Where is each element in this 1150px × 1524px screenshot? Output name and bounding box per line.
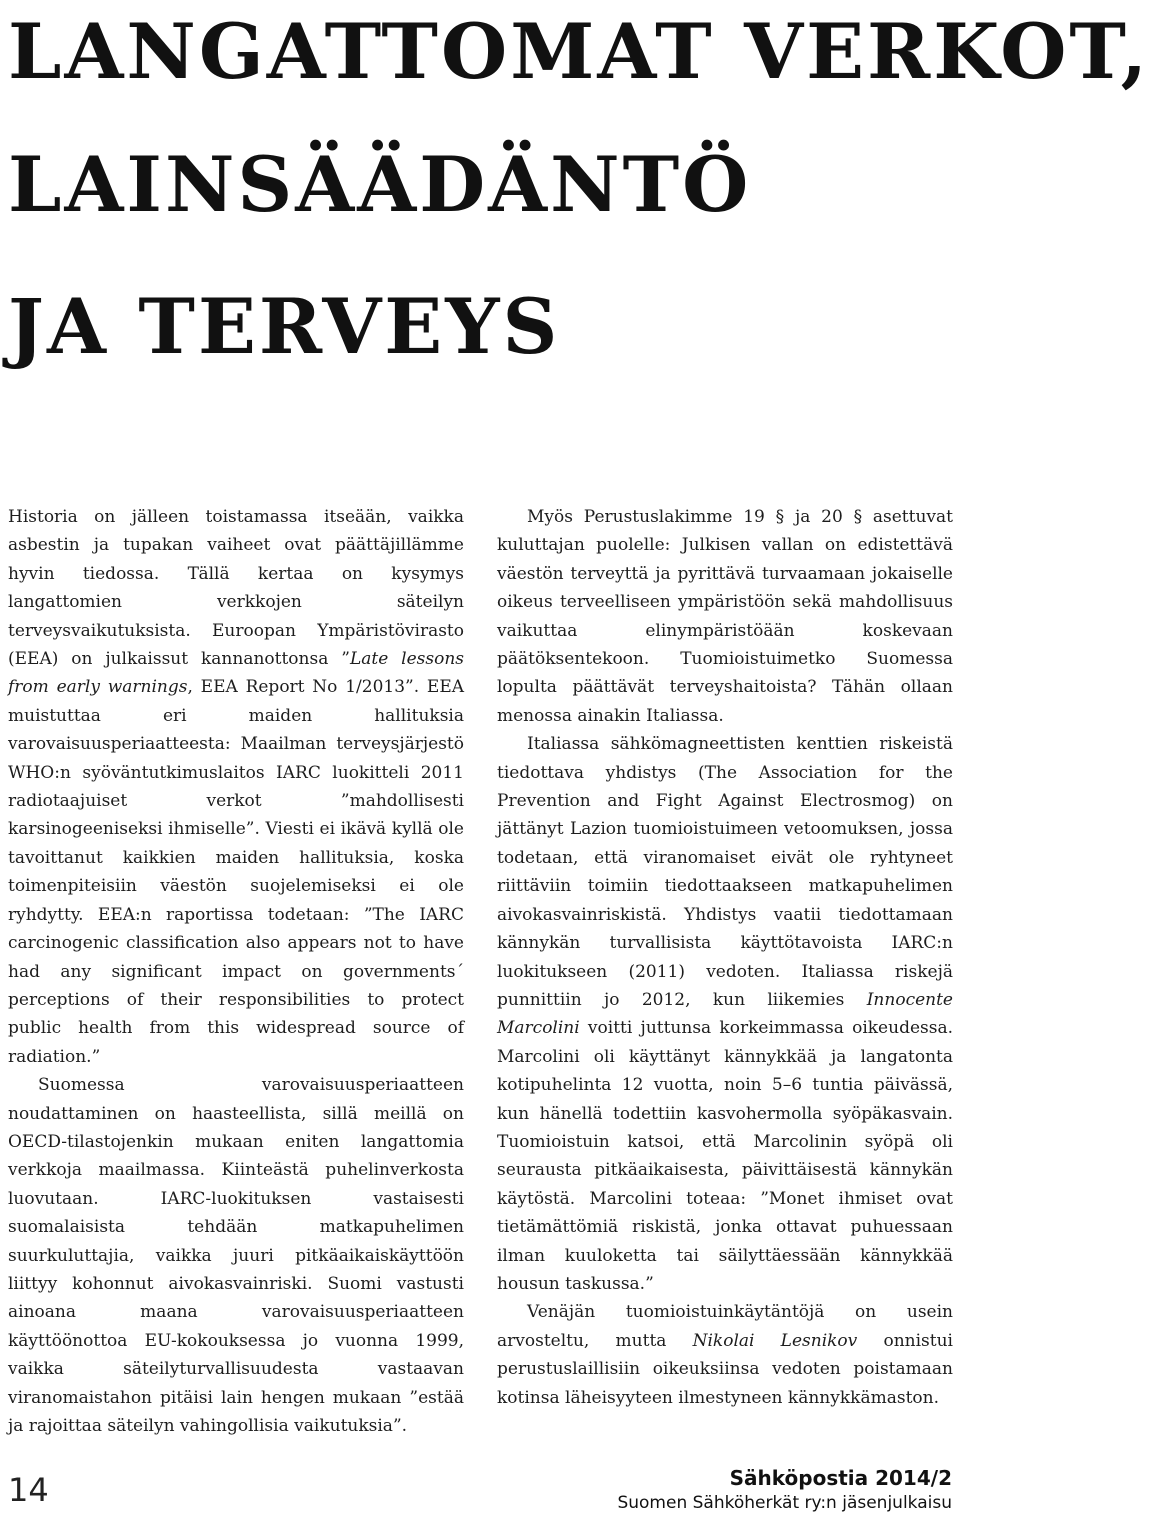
left-paragraph-1 <box>8 503 464 1071</box>
left-column <box>8 503 464 1440</box>
right-paragraph-2 <box>497 730 953 1298</box>
right-column <box>497 503 953 1412</box>
right-paragraph-1: Myös Perustuslakimme 19 § ja 20 § asettuvat kuluttajan puolelle: Julkisen vallan on edistettävä väestön terveyttä ja pyrittävä turvaamaan jokaiselle oikeus terveelliseen ympäristöön sekä mahdollisuus vaikuttaa elinympäristöään koskevaan päätöksentekoon. Tuomioistuimetko Suomessa lopulta päättävät terveyshaitoista? Tähän ollaan menossa ainakin Italiassa. <box>497 507 953 726</box>
left-paragraph-2: Suomessa varovaisuusperiaatteen noudattaminen on haasteellista, sillä meillä on OECD-tilastojenkin mukaan eniten langattomia verkkoja maailmassa. Kiinteästä puhelinverkosta luovutaan. IARC-luokituksen vastaisesti suomalaisista tehdään matkapuhelimen suurkuluttajia, vaikka juuri pitkäaikaiskäyttöön liittyy kohonnut aivokasvainriski. Suomi vastusti ainoana maana varovaisuusperiaatteen käyttöönottoa EU-kokouksessa jo vuonna 1999, vaikka säteilyturvallisuudesta vastaavan viranomaistahon pitäisi lain hengen mukaan ”estää ja rajoittaa säteilyn vahingollisia vaikutuksia”. <box>8 1075 464 1436</box>
right-p2-text-a: Italiassa sähkömagneettisten kenttien riskeistä tiedottava yhdistys (The Association for the Prevention and Fight Against Electrosmog) on jättänyt Lazion tuomioistuimeen vetoomuksen, jossa todetaan, että viranomaiset eivät ole ryhtyneet riittäviin toimiin tiedottaakseen matkapuhelimen aivokasvainriskistä. Yhdistys vaatii tiedottamaan kännykän turvallisista käyttötavoista IARC:n luokitukseen (2011) vedoten. Italiassa riskejä punnittiin jo 2012, kun liikemies <box>497 734 953 1010</box>
left-p1-text-b: , EEA Report No 1/2013”. EEA muistuttaa eri maiden hallituksia varovaisuusperiaatteesta: Maailman terveysjärjestö WHO:n syöväntutkimuslaitos IARC luokitteli 2011 radiotaajuiset verkot ”mahdollisesti karsinogeeniseksi ihmiselle”. Viesti ei ikävä kyllä ole tavoittanut kaikkien maiden hallituksia, koska toimenpiteisiin väestön suojelemiseksi ei ole ryhdytty. EEA:n raportissa todetaan: ”The IARC carcinogenic classification also appears not to have had any significant impact on governments´ perceptions of their responsibilities to protect public health from this widespread source of radiation.” <box>8 677 464 1067</box>
right-p2-text-b: voitti juttunsa korkeimmassa oikeudessa. Marcolini oli käyttänyt kännykkää ja langatonta kotipuhelinta 12 vuotta, noin 5–6 tuntia päivässä, kun hänellä todettiin kasvohermolla syöpäkasvain. Tuomioistuin katsoi, että Marcolinin syöpä oli seurausta pitkäaikaisesta, päivittäisestä kännykän käytöstä. Marcolini toteaa: ”Monet ihmiset ovat tietämättömiä riskistä, jonka ottavat puhuessaan ilman kuuloketta tai säilyttäessään kännykkää housun taskussa.” <box>497 1018 953 1294</box>
title-line-2: LAINSÄÄDÄNTÖ <box>8 140 752 229</box>
left-p1-emphasis: Late lessons from early warnings <box>8 649 465 698</box>
right-p3-emphasis: Nikolai Lesnikov <box>692 1330 858 1351</box>
title-line-1: LANGATTOMAT VERKOT, <box>8 7 1150 96</box>
right-paragraph-3 <box>497 1298 953 1412</box>
page-number: 14 <box>8 1471 49 1509</box>
publication-subtitle: Suomen Sähköherkät ry:n jäsenjulkaisu <box>617 1493 952 1513</box>
article-title <box>0 0 1150 390</box>
publication-title: Sähköpostia 2014/2 <box>729 1466 952 1490</box>
publication-info <box>617 1465 952 1515</box>
left-p1-text-a: Historia on jälleen toistamassa itseään, vaikka asbestin ja tupakan vaiheet ovat päättäjillämme hyvin tiedossa. Tällä kertaa on kysymys langattomien verkkojen säteilyn terveysvaikutuksista. Euroopan Ympäristövirasto (EEA) on julkaissut kannanottonsa ” <box>8 507 464 670</box>
right-p3-text-b: onnistui perustuslaillisiin oikeuksiinsa vedoten poistamaan kotinsa läheisyyteen ilmestyneen kännykkämaston. <box>497 1330 953 1408</box>
right-p2-emphasis: Innocente Marcolini <box>497 989 953 1039</box>
right-p3-text-a: Venäjän tuomioistuinkäytäntöjä on usein arvosteltu, mutta <box>497 1302 953 1351</box>
title-line-3: JA TERVEYS <box>8 282 561 371</box>
